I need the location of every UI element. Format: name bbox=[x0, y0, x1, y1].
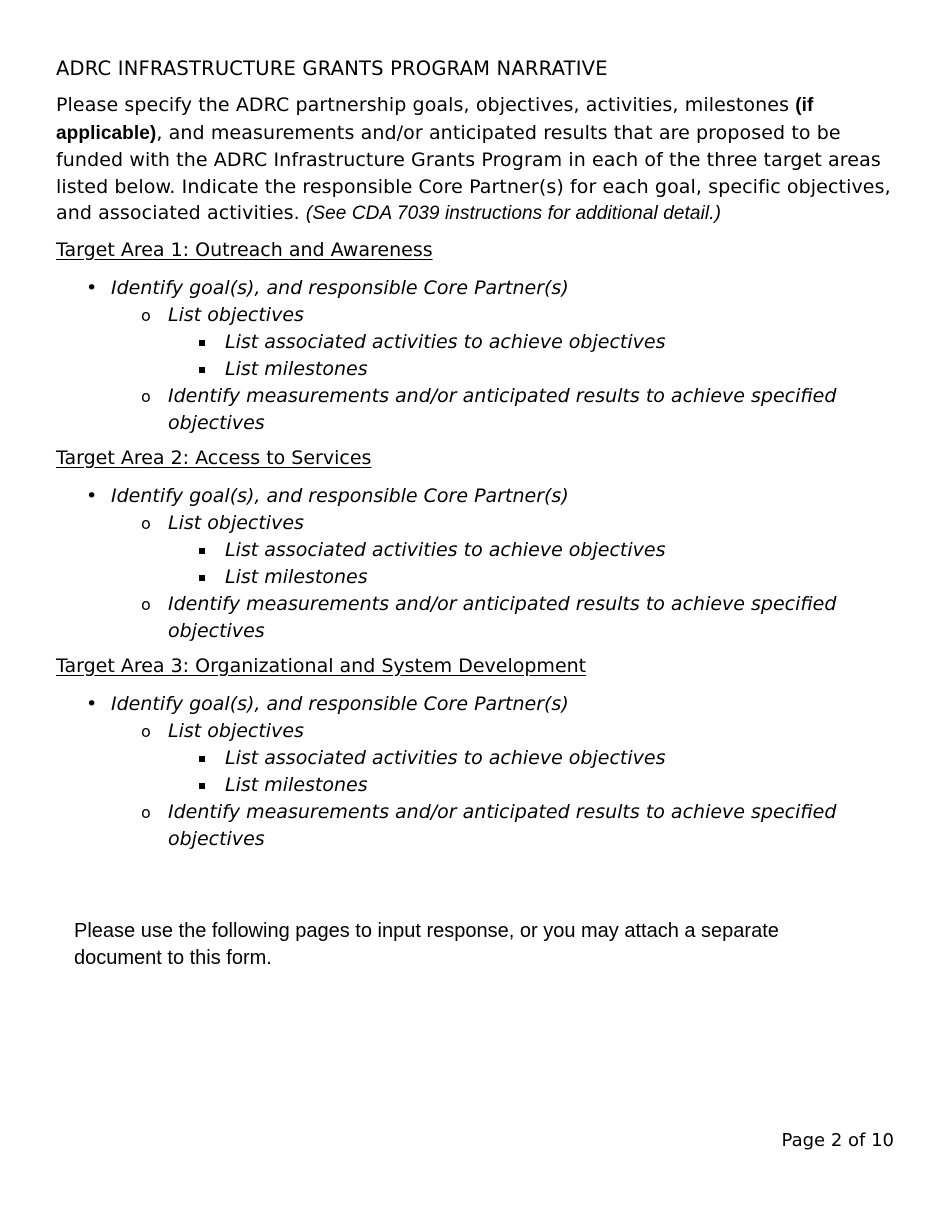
target-area-heading: Target Area 1: Outreach and Awareness bbox=[56, 238, 433, 261]
goal-text: Identify goal(s), and responsible Core Partner(s) bbox=[111, 484, 569, 507]
objective-list bbox=[111, 718, 896, 853]
target-area-heading: Target Area 2: Access to Services bbox=[56, 446, 372, 469]
objective-text: List objectives bbox=[168, 719, 304, 742]
objective-item bbox=[111, 302, 896, 383]
intro-text-2: , and measurements and/or anticipated results that are proposed to be funded with the ADRC Infrastructure Grants Program in each of the three target areas listed below. Indicate the responsible Core Partner(s) for each goal, specific objectives, and associated activities. bbox=[56, 121, 891, 224]
bullet-disc-icon: • bbox=[86, 484, 98, 507]
bullet-circle-icon: o bbox=[141, 513, 151, 533]
activity-list bbox=[168, 537, 896, 591]
goal-list bbox=[56, 275, 896, 437]
goal-item bbox=[56, 275, 896, 437]
intro-italic-note: (See CDA 7039 instructions for additional detail.) bbox=[305, 203, 722, 224]
measurement-text: Identify measurements and/or anticipated results to achieve specified objectives bbox=[168, 384, 837, 434]
objective-item bbox=[111, 510, 896, 591]
milestone-text: List milestones bbox=[225, 773, 368, 796]
goal-list bbox=[56, 691, 896, 853]
bullet-disc-icon: • bbox=[86, 692, 98, 715]
activity-item bbox=[168, 537, 896, 564]
response-instruction-note: Please use the following pages to input response, or you may attach a separate document to this form. bbox=[74, 920, 779, 969]
activity-text: List associated activities to achieve objectives bbox=[225, 746, 666, 769]
milestone-text: List milestones bbox=[225, 357, 368, 380]
activity-list bbox=[168, 745, 896, 799]
milestone-item bbox=[168, 772, 896, 799]
activity-item bbox=[168, 745, 896, 772]
activity-text: List associated activities to achieve objectives bbox=[225, 330, 666, 353]
bullet-disc-icon: • bbox=[86, 276, 98, 299]
intro-text-1: Please specify the ADRC partnership goals, objectives, activities, milestones bbox=[56, 94, 796, 116]
bullet-circle-icon: o bbox=[141, 594, 151, 614]
objective-text: List objectives bbox=[168, 511, 304, 534]
goal-list bbox=[56, 483, 896, 645]
objective-item bbox=[111, 718, 896, 799]
document-page bbox=[56, 56, 896, 861]
target-area-1 bbox=[56, 237, 896, 437]
goal-item bbox=[56, 483, 896, 645]
objective-text: List objectives bbox=[168, 303, 304, 326]
intro-bold-text: (if applicable) bbox=[56, 95, 814, 144]
goal-item bbox=[56, 691, 896, 853]
objective-list bbox=[111, 302, 896, 437]
milestone-text: List milestones bbox=[225, 565, 368, 588]
milestone-item bbox=[168, 564, 896, 591]
bullet-circle-icon: o bbox=[141, 386, 151, 406]
bullet-circle-icon: o bbox=[141, 721, 151, 741]
measurement-text: Identify measurements and/or anticipated results to achieve specified objectives bbox=[168, 592, 837, 642]
bullet-square-icon bbox=[199, 575, 205, 581]
target-area-2 bbox=[56, 445, 896, 645]
bullet-circle-icon: o bbox=[141, 802, 151, 822]
bullet-square-icon bbox=[199, 340, 205, 346]
intro-paragraph bbox=[56, 92, 896, 228]
measurement-item bbox=[111, 383, 896, 437]
bullet-square-icon bbox=[199, 783, 205, 789]
page-number: Page 2 of 10 bbox=[781, 1130, 894, 1151]
bullet-square-icon bbox=[199, 367, 205, 373]
goal-text: Identify goal(s), and responsible Core Partner(s) bbox=[111, 276, 569, 299]
activity-text: List associated activities to achieve objectives bbox=[225, 538, 666, 561]
bullet-circle-icon: o bbox=[141, 305, 151, 325]
bullet-square-icon bbox=[199, 756, 205, 762]
milestone-item bbox=[168, 356, 896, 383]
target-area-heading: Target Area 3: Organizational and System Development bbox=[56, 654, 587, 677]
target-area-3 bbox=[56, 653, 896, 853]
measurement-item bbox=[111, 591, 896, 645]
document-title: ADRC INFRASTRUCTURE GRANTS PROGRAM NARRATIVE bbox=[56, 57, 608, 80]
goal-text: Identify goal(s), and responsible Core Partner(s) bbox=[111, 692, 569, 715]
activity-list bbox=[168, 329, 896, 383]
activity-item bbox=[168, 329, 896, 356]
measurement-text: Identify measurements and/or anticipated results to achieve specified objectives bbox=[168, 800, 837, 850]
objective-list bbox=[111, 510, 896, 645]
measurement-item bbox=[111, 799, 896, 853]
bullet-square-icon bbox=[199, 548, 205, 554]
